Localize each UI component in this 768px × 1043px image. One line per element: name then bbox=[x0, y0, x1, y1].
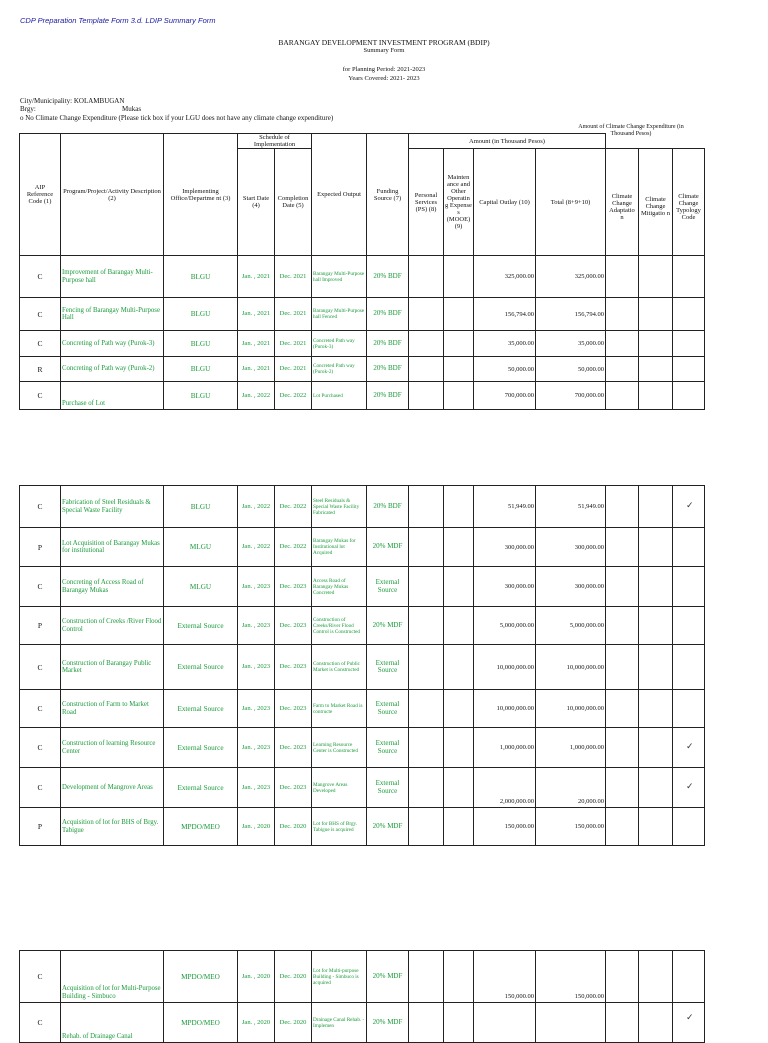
cc-typology-cell bbox=[673, 382, 705, 410]
table-row bbox=[20, 690, 705, 728]
implementing-office-cell: BLGU bbox=[164, 331, 238, 357]
hdr-blank-2 bbox=[639, 134, 673, 149]
aip-code-cell: C bbox=[20, 256, 61, 298]
implementing-office-cell: BLGU bbox=[164, 382, 238, 410]
hdr-cc-top-3 bbox=[673, 149, 705, 159]
expected-output-cell: Concreted Path way (Purok-2) bbox=[312, 357, 367, 382]
hdr-total: Total (8+9+10) bbox=[536, 149, 606, 256]
hdr-start: Start Date (4) bbox=[238, 149, 275, 256]
hdr-cc-top-2 bbox=[639, 149, 673, 159]
aip-code-cell: C bbox=[20, 1003, 61, 1043]
start-date-cell: Jan. , 2020 bbox=[238, 808, 275, 846]
start-date-cell: Jan. , 2023 bbox=[238, 645, 275, 690]
description-cell: Fabrication of Steel Residuals & Special Waste Facility bbox=[61, 486, 164, 528]
aip-code-cell: P bbox=[20, 528, 61, 567]
ps-cell bbox=[409, 486, 444, 528]
cc-typology-cell bbox=[673, 256, 705, 298]
mooe-cell bbox=[444, 690, 474, 728]
completion-date-cell: Dec. 2021 bbox=[275, 357, 312, 382]
cc-adaptation-cell bbox=[606, 528, 639, 567]
cc-adaptation-cell bbox=[606, 690, 639, 728]
aip-code-cell: C bbox=[20, 331, 61, 357]
capital-outlay-cell bbox=[474, 1003, 536, 1043]
start-date-cell: Jan. , 2023 bbox=[238, 567, 275, 607]
mooe-cell bbox=[444, 528, 474, 567]
total-cell: 50,000.00 bbox=[536, 357, 606, 382]
cc-adaptation-cell bbox=[606, 382, 639, 410]
funding-source-cell: 20% BDF bbox=[367, 298, 409, 331]
description-cell: Concreting of Path way (Purok-2) bbox=[61, 357, 164, 382]
aip-code-cell: C bbox=[20, 486, 61, 528]
aip-code-cell: P bbox=[20, 808, 61, 846]
implementing-office-cell: External Source bbox=[164, 690, 238, 728]
hdr-schedule: Schedule of Implementation bbox=[238, 134, 312, 149]
expected-output-cell: Barangay Mukas for Institutional lot Acquired bbox=[312, 528, 367, 567]
table-row bbox=[20, 1003, 705, 1043]
expected-output-cell: Mangrove Areas Developed bbox=[312, 768, 367, 808]
completion-date-cell: Dec. 2023 bbox=[275, 768, 312, 808]
bdip-table-3 bbox=[19, 950, 705, 1043]
cc-mitigation-cell bbox=[639, 645, 673, 690]
cc-mitigation-cell bbox=[639, 728, 673, 768]
cc-mitigation-cell bbox=[639, 486, 673, 528]
description-cell: Concreting of Path way (Purok-3) bbox=[61, 331, 164, 357]
start-date-cell: Jan. , 2023 bbox=[238, 728, 275, 768]
expected-output-cell: Construction of Creeks/River Flood Control is Constructed bbox=[312, 607, 367, 645]
funding-source-cell: 20% BDF bbox=[367, 486, 409, 528]
completion-date-cell: Dec. 2023 bbox=[275, 728, 312, 768]
start-date-cell: Jan. , 2022 bbox=[238, 382, 275, 410]
mooe-cell bbox=[444, 298, 474, 331]
description-cell: Acquisition of lot for BHS of Brgy. Tabigue bbox=[61, 808, 164, 846]
cc-mitigation-cell bbox=[639, 528, 673, 567]
description-cell: Lot Acquisition of Barangay Mukas for institutional bbox=[61, 528, 164, 567]
total-cell: 700,000.00 bbox=[536, 382, 606, 410]
total-cell bbox=[536, 1003, 606, 1043]
ps-cell bbox=[409, 728, 444, 768]
description-cell: Concreting of Access Road of Barangay Mukas bbox=[61, 567, 164, 607]
bdip-table-1 bbox=[19, 133, 705, 410]
capital-outlay-cell: 10,000,000.00 bbox=[474, 645, 536, 690]
start-date-cell: Jan. , 2022 bbox=[238, 486, 275, 528]
cc-adaptation-cell bbox=[606, 567, 639, 607]
mooe-cell bbox=[444, 486, 474, 528]
aip-code-cell: C bbox=[20, 951, 61, 1003]
expected-output-cell: Barangay Multi-Purpose hall Improved bbox=[312, 256, 367, 298]
mooe-cell bbox=[444, 357, 474, 382]
capital-outlay-cell: 300,000.00 bbox=[474, 567, 536, 607]
total-cell: 35,000.00 bbox=[536, 331, 606, 357]
start-date-cell: Jan. , 2021 bbox=[238, 357, 275, 382]
cc-adaptation-cell bbox=[606, 951, 639, 1003]
ps-cell bbox=[409, 357, 444, 382]
capital-outlay-cell: 150,000.00 bbox=[474, 951, 536, 1003]
total-cell: 300,000.00 bbox=[536, 528, 606, 567]
mooe-cell bbox=[444, 382, 474, 410]
completion-date-cell: Dec. 2021 bbox=[275, 298, 312, 331]
mooe-cell bbox=[444, 567, 474, 607]
hdr-cc-typology: Climate Change Typology Code bbox=[673, 159, 705, 256]
cc-adaptation-cell bbox=[606, 1003, 639, 1043]
expected-output-cell: Lot Purchased bbox=[312, 382, 367, 410]
description-cell: Construction of Barangay Public Market bbox=[61, 645, 164, 690]
total-cell: 10,000,000.00 bbox=[536, 690, 606, 728]
table-row bbox=[20, 298, 705, 331]
completion-date-cell: Dec. 2023 bbox=[275, 645, 312, 690]
mooe-cell bbox=[444, 1003, 474, 1043]
funding-source-cell: 20% BDF bbox=[367, 256, 409, 298]
description-cell: Construction of Creeks /River Flood Control bbox=[61, 607, 164, 645]
description-cell: Construction of Farm to Market Road bbox=[61, 690, 164, 728]
implementing-office-cell: External Source bbox=[164, 645, 238, 690]
expected-output-cell: Barangay Multi-Purpose hall Fenced bbox=[312, 298, 367, 331]
cc-typology-cell bbox=[673, 607, 705, 645]
completion-date-cell: Dec. 2023 bbox=[275, 567, 312, 607]
hdr-cc-adaptation: Climate Change Adaptatio n bbox=[606, 159, 639, 256]
description-cell: Rehab. of Drainage Canal bbox=[61, 1003, 164, 1043]
hdr-amount: Amount (in Thousand Pesos) bbox=[409, 134, 606, 149]
total-cell: 51,949.00 bbox=[536, 486, 606, 528]
description-cell: Development of Mangrove Areas bbox=[61, 768, 164, 808]
expected-output-cell: Lot for Multi-purpose Building - Simbuco is acquired bbox=[312, 951, 367, 1003]
expected-output-cell: Farm to Market Road is contructe bbox=[312, 690, 367, 728]
table-row bbox=[20, 486, 705, 528]
cc-adaptation-cell bbox=[606, 357, 639, 382]
ps-cell bbox=[409, 808, 444, 846]
checkmark-icon: ✓ bbox=[686, 1012, 694, 1022]
completion-date-cell: Dec. 2021 bbox=[275, 256, 312, 298]
completion-date-cell: Dec. 2022 bbox=[275, 486, 312, 528]
cc-typology-cell bbox=[673, 357, 705, 382]
cc-typology-cell bbox=[673, 528, 705, 567]
table-row bbox=[20, 357, 705, 382]
start-date-cell: Jan. , 2021 bbox=[238, 331, 275, 357]
planning-period: for Planning Period: 2021-2023 bbox=[342, 66, 426, 73]
ps-cell bbox=[409, 331, 444, 357]
mooe-cell bbox=[444, 256, 474, 298]
total-cell: 20,000.00 bbox=[536, 768, 606, 808]
cc-adaptation-cell bbox=[606, 298, 639, 331]
completion-date-cell: Dec. 2022 bbox=[275, 382, 312, 410]
ps-cell bbox=[409, 567, 444, 607]
start-date-cell: Jan. , 2023 bbox=[238, 690, 275, 728]
funding-source-cell: External Source bbox=[367, 690, 409, 728]
aip-code-cell: C bbox=[20, 645, 61, 690]
total-cell: 5,000,000.00 bbox=[536, 607, 606, 645]
capital-outlay-cell: 150,000.00 bbox=[474, 808, 536, 846]
implementing-office-cell: MLGU bbox=[164, 567, 238, 607]
cc-adaptation-cell bbox=[606, 607, 639, 645]
ps-cell bbox=[409, 951, 444, 1003]
cc-typology-cell bbox=[673, 690, 705, 728]
description-cell: Construction of learning Resource Center bbox=[61, 728, 164, 768]
section-1-body bbox=[20, 256, 705, 410]
table-row bbox=[20, 808, 705, 846]
ps-cell bbox=[409, 528, 444, 567]
ps-cell bbox=[409, 645, 444, 690]
implementing-office-cell: BLGU bbox=[164, 256, 238, 298]
completion-date-cell: Dec. 2023 bbox=[275, 690, 312, 728]
capital-outlay-cell: 51,949.00 bbox=[474, 486, 536, 528]
total-cell: 300,000.00 bbox=[536, 567, 606, 607]
ps-cell bbox=[409, 382, 444, 410]
cc-mitigation-cell bbox=[639, 951, 673, 1003]
cc-mitigation-cell bbox=[639, 567, 673, 607]
capital-outlay-cell: 700,000.00 bbox=[474, 382, 536, 410]
funding-source-cell: 20% MDF bbox=[367, 808, 409, 846]
completion-date-cell: Dec. 2022 bbox=[275, 528, 312, 567]
start-date-cell: Jan. , 2021 bbox=[238, 256, 275, 298]
funding-source-cell: 20% MDF bbox=[367, 528, 409, 567]
table-row bbox=[20, 645, 705, 690]
capital-outlay-cell: 50,000.00 bbox=[474, 357, 536, 382]
aip-code-cell: R bbox=[20, 357, 61, 382]
aip-code-cell: C bbox=[20, 728, 61, 768]
completion-date-cell: Dec. 2020 bbox=[275, 951, 312, 1003]
cc-typology-cell bbox=[673, 951, 705, 1003]
funding-source-cell: 20% BDF bbox=[367, 357, 409, 382]
hdr-funding: Funding Source (7) bbox=[367, 134, 409, 256]
aip-code-cell: C bbox=[20, 690, 61, 728]
cc-mitigation-cell bbox=[639, 808, 673, 846]
ps-cell bbox=[409, 256, 444, 298]
checkmark-icon: ✓ bbox=[686, 741, 694, 751]
ps-cell bbox=[409, 607, 444, 645]
description-cell: Acquisition of lot for Multi-Purpose Building - Simbuco bbox=[61, 951, 164, 1003]
funding-source-cell: 20% BDF bbox=[367, 331, 409, 357]
document-title: BARANGAY DEVELOPMENT INVESTMENT PROGRAM (BDIP) bbox=[278, 38, 490, 47]
start-date-cell: Jan. , 2023 bbox=[238, 607, 275, 645]
capital-outlay-cell: 325,000.00 bbox=[474, 256, 536, 298]
aip-code-cell: C bbox=[20, 298, 61, 331]
brgy-label: Brgy: bbox=[20, 105, 36, 113]
description-cell: Purchase of Lot bbox=[61, 382, 164, 410]
hdr-mooe: Mainten ance and Other Operatin g Expense s (MOOE) (9) bbox=[444, 149, 474, 256]
cc-mitigation-cell bbox=[639, 298, 673, 331]
implementing-office-cell: External Source bbox=[164, 607, 238, 645]
start-date-cell: Jan. , 2022 bbox=[238, 528, 275, 567]
expected-output-cell: Access Road of Barangay Mukas Concreted bbox=[312, 567, 367, 607]
expected-output-cell: Concreted Path way (Purok-3) bbox=[312, 331, 367, 357]
start-date-cell: Jan. , 2023 bbox=[238, 768, 275, 808]
capital-outlay-cell: 10,000,000.00 bbox=[474, 690, 536, 728]
ps-cell bbox=[409, 298, 444, 331]
table-row bbox=[20, 567, 705, 607]
no-climate-line: o No Climate Change Expenditure (Please tick box if your LGU does not have any climate change expenditure) bbox=[20, 114, 334, 122]
cc-adaptation-cell bbox=[606, 728, 639, 768]
mooe-cell bbox=[444, 645, 474, 690]
checkmark-icon: ✓ bbox=[686, 781, 694, 791]
cc-adaptation-cell bbox=[606, 486, 639, 528]
ps-cell bbox=[409, 1003, 444, 1043]
total-cell: 156,794.00 bbox=[536, 298, 606, 331]
implementing-office-cell: MPDO/MEO bbox=[164, 1003, 238, 1043]
completion-date-cell: Dec. 2021 bbox=[275, 331, 312, 357]
hdr-blank-3 bbox=[673, 134, 705, 149]
start-date-cell: Jan. , 2020 bbox=[238, 1003, 275, 1043]
funding-source-cell: External Source bbox=[367, 728, 409, 768]
aip-code-cell: P bbox=[20, 607, 61, 645]
cc-mitigation-cell bbox=[639, 357, 673, 382]
cc-mitigation-cell bbox=[639, 382, 673, 410]
table-row bbox=[20, 528, 705, 567]
cc-adaptation-cell bbox=[606, 256, 639, 298]
table-row bbox=[20, 768, 705, 808]
table-row bbox=[20, 728, 705, 768]
cc-mitigation-cell bbox=[639, 331, 673, 357]
capital-outlay-cell: 35,000.00 bbox=[474, 331, 536, 357]
bdip-table-2 bbox=[19, 485, 705, 846]
capital-outlay-cell: 2,000,000.00 bbox=[474, 768, 536, 808]
total-cell: 150,000.00 bbox=[536, 951, 606, 1003]
mooe-cell bbox=[444, 607, 474, 645]
city-line: City/Municipality: KOLAMBUGAN bbox=[20, 97, 125, 105]
cc-adaptation-cell bbox=[606, 645, 639, 690]
ps-cell bbox=[409, 690, 444, 728]
start-date-cell: Jan. , 2021 bbox=[238, 298, 275, 331]
cc-mitigation-cell bbox=[639, 690, 673, 728]
total-cell: 325,000.00 bbox=[536, 256, 606, 298]
expected-output-cell: Learning Resource Center is Constructed bbox=[312, 728, 367, 768]
cc-typology-cell bbox=[673, 331, 705, 357]
completion-date-cell: Dec. 2020 bbox=[275, 808, 312, 846]
funding-source-cell: 20% BDF bbox=[367, 382, 409, 410]
implementing-office-cell: BLGU bbox=[164, 357, 238, 382]
cc-typology-cell bbox=[673, 567, 705, 607]
aip-code-cell: C bbox=[20, 567, 61, 607]
years-covered: Years Covered: 2021- 2023 bbox=[348, 75, 420, 82]
cc-mitigation-cell bbox=[639, 256, 673, 298]
funding-source-cell: 20% MDF bbox=[367, 1003, 409, 1043]
cc-mitigation-cell bbox=[639, 768, 673, 808]
description-cell: Improvement of Barangay Multi-Purpose hall bbox=[61, 256, 164, 298]
expected-output-cell: Construction of Public Market is Constructed bbox=[312, 645, 367, 690]
implementing-office-cell: BLGU bbox=[164, 486, 238, 528]
cc-typology-cell bbox=[673, 808, 705, 846]
cc-typology-cell bbox=[673, 645, 705, 690]
ps-cell bbox=[409, 768, 444, 808]
mooe-cell bbox=[444, 331, 474, 357]
section-3-body bbox=[20, 951, 705, 1043]
capital-outlay-cell: 1,000,000.00 bbox=[474, 728, 536, 768]
document-subtitle: Summary Form bbox=[363, 47, 405, 54]
mooe-cell bbox=[444, 808, 474, 846]
completion-date-cell: Dec. 2020 bbox=[275, 1003, 312, 1043]
implementing-office-cell: MLGU bbox=[164, 528, 238, 567]
funding-source-cell: 20% MDF bbox=[367, 951, 409, 1003]
hdr-expected-output: Expected Output bbox=[312, 134, 367, 256]
description-cell: Fencing of Barangay Multi-Purpose Hall bbox=[61, 298, 164, 331]
hdr-cc-top-1 bbox=[606, 149, 639, 159]
completion-date-cell: Dec. 2023 bbox=[275, 607, 312, 645]
checkmark-icon: ✓ bbox=[686, 500, 694, 510]
funding-source-cell: External Source bbox=[367, 567, 409, 607]
implementing-office-cell: External Source bbox=[164, 728, 238, 768]
hdr-completion: Completion Date (5) bbox=[275, 149, 312, 256]
total-cell: 150,000.00 bbox=[536, 808, 606, 846]
mooe-cell bbox=[444, 951, 474, 1003]
hdr-implementing: Implementing Office/Departme nt (3) bbox=[164, 134, 238, 256]
hdr-cc-mitigation: Climate Change Mitigatio n bbox=[639, 159, 673, 256]
hdr-aip-code: AIP Reference Code (1) bbox=[20, 134, 61, 256]
total-cell: 10,000,000.00 bbox=[536, 645, 606, 690]
mooe-cell bbox=[444, 768, 474, 808]
expected-output-cell: Lot for BHS of Brgy. Tabigue is acquired bbox=[312, 808, 367, 846]
form-id-label: CDP Preparation Template Form 3.d. LDIP Summary Form bbox=[20, 16, 216, 25]
table-row bbox=[20, 256, 705, 298]
cc-mitigation-cell bbox=[639, 607, 673, 645]
cc-amount-header: Amount of Climate Change Expenditure (in Thousand Pesos) bbox=[578, 124, 684, 137]
funding-source-cell: External Source bbox=[367, 768, 409, 808]
aip-code-cell: C bbox=[20, 768, 61, 808]
table-row bbox=[20, 331, 705, 357]
start-date-cell: Jan. , 2020 bbox=[238, 951, 275, 1003]
table-row bbox=[20, 382, 705, 410]
mooe-cell bbox=[444, 728, 474, 768]
capital-outlay-cell: 5,000,000.00 bbox=[474, 607, 536, 645]
section-2-body bbox=[20, 486, 705, 846]
table-row bbox=[20, 607, 705, 645]
implementing-office-cell: MPDO/MEO bbox=[164, 808, 238, 846]
cc-typology-cell bbox=[673, 298, 705, 331]
hdr-blank-1 bbox=[606, 134, 639, 149]
hdr-program: Program/Project/Activity Description (2) bbox=[61, 134, 164, 256]
expected-output-cell: Drainage Canal Rehab. - Implemen bbox=[312, 1003, 367, 1043]
capital-outlay-cell: 300,000.00 bbox=[474, 528, 536, 567]
cc-adaptation-cell bbox=[606, 808, 639, 846]
implementing-office-cell: External Source bbox=[164, 768, 238, 808]
funding-source-cell: External Source bbox=[367, 645, 409, 690]
table-row bbox=[20, 951, 705, 1003]
implementing-office-cell: BLGU bbox=[164, 298, 238, 331]
total-cell: 1,000,000.00 bbox=[536, 728, 606, 768]
funding-source-cell: 20% MDF bbox=[367, 607, 409, 645]
implementing-office-cell: MPDO/MEO bbox=[164, 951, 238, 1003]
hdr-co: Capital Outlay (10) bbox=[474, 149, 536, 256]
hdr-ps: Personal Services (PS) (8) bbox=[409, 149, 444, 256]
cc-adaptation-cell bbox=[606, 768, 639, 808]
brgy-value: Mukas bbox=[122, 105, 142, 113]
cc-mitigation-cell bbox=[639, 1003, 673, 1043]
expected-output-cell: Steel Residuals & Special Waste Facility Fabricated bbox=[312, 486, 367, 528]
cc-adaptation-cell bbox=[606, 331, 639, 357]
capital-outlay-cell: 156,794.00 bbox=[474, 298, 536, 331]
aip-code-cell: C bbox=[20, 382, 61, 410]
